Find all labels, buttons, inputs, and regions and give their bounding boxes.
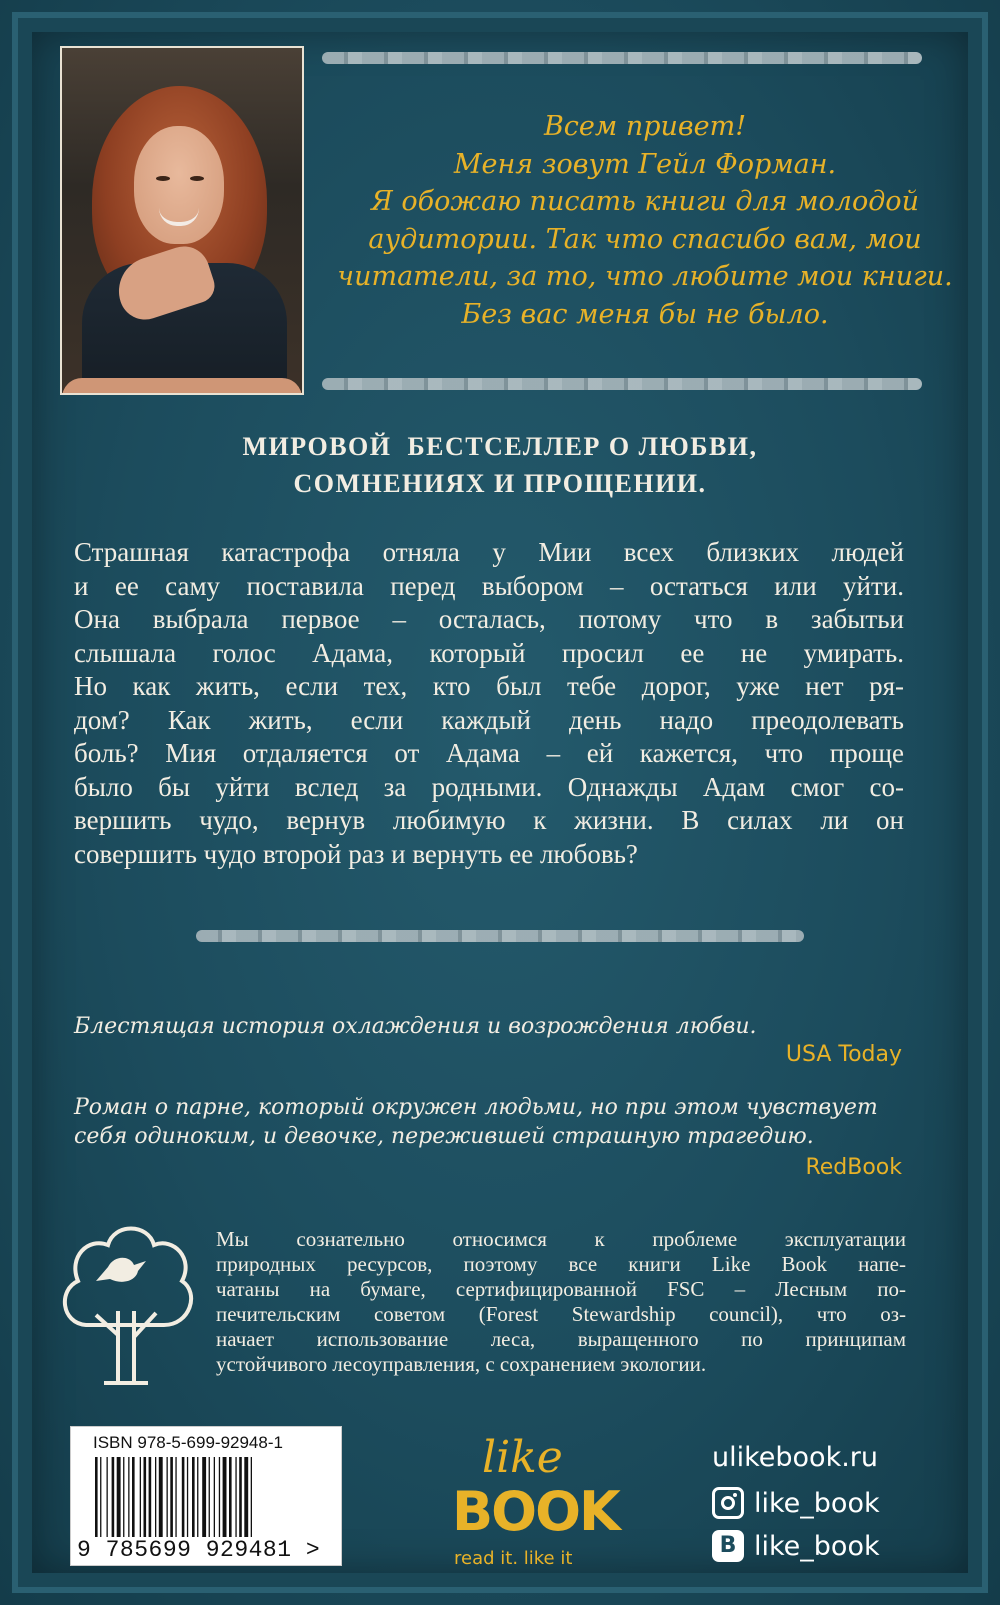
publisher-logo-word: BOOK [452, 1480, 619, 1543]
author-photo [62, 48, 302, 393]
instagram-icon [712, 1487, 744, 1519]
eco-line: чатаны на бумаге, сертифицированной FSC – Лесным по- [216, 1277, 906, 1301]
headline [0, 428, 1000, 502]
description-line: Но как жить, если тех, кто был тебе дорог, уже нет ря- [74, 671, 904, 701]
isbn-label: ISBN 978-5-699-92948-1 [93, 1433, 283, 1452]
greeting-line: Меня зовут Гейл Форман. [453, 148, 837, 180]
vk-icon: B [712, 1530, 744, 1562]
author-greeting [320, 108, 970, 333]
review-quote-1 [74, 1012, 757, 1041]
description-line: и ее саму поставила перед выбором – остаться или уйти. [74, 570, 904, 601]
description-line: совершить чудо второй раз и вернуть ее любовь? [74, 838, 638, 869]
eco-line: Мы сознательно относимся к проблеме эксплуатации [216, 1227, 906, 1251]
brush-divider-top [322, 52, 922, 64]
greeting-line: Всем привет! [543, 111, 747, 142]
eco-line: устойчивого лесоуправления, с сохранением экологии. [216, 1352, 707, 1376]
description-line: боль? Мия отдаляется от Адама – ей кажется, что проще [74, 738, 904, 768]
eco-notice [216, 1227, 906, 1377]
publisher-tagline: read it. like it [454, 1548, 573, 1569]
brush-divider-upper [322, 378, 922, 390]
brush-divider-middle [196, 930, 804, 942]
eco-line: печительским советом (Forest Stewardship council), что оз- [216, 1302, 906, 1326]
barcode [93, 1457, 323, 1537]
review-line: Роман о парне, который окружен людьми, но при этом чувствует [74, 1095, 878, 1120]
description-line: Страшная катастрофа отняла у Мии всех близких людей [74, 537, 904, 567]
tree-with-bird-icon [56, 1215, 196, 1385]
greeting-line: Без вас меня бы не было. [461, 298, 829, 330]
description-line: дом? Как жить, если каждый день надо преодолевать [74, 704, 904, 735]
greeting-line: читатели, за то, что любите мои книги. [337, 261, 953, 292]
description-line: было бы уйти вслед за родными. Однажды Адам смог со- [74, 771, 904, 802]
isbn-barcode-box [70, 1426, 342, 1566]
book-description [74, 536, 904, 871]
instagram-handle: like_book [754, 1487, 880, 1519]
description-line: вершить чудо, вернув любимую к жизни. В силах ли он [74, 805, 904, 835]
eco-line: начает использование леса, выращенного по принципам [216, 1327, 906, 1351]
review-source-1: USA Today [785, 1042, 902, 1067]
website-link[interactable]: ulikebook.ru [712, 1442, 879, 1473]
greeting-line: Я обожаю писать книги для молодой [371, 186, 919, 217]
eco-line: природных ресурсов, поэтому все книги Like Book напе- [216, 1252, 906, 1276]
vk-handle: like_book [754, 1530, 880, 1562]
instagram-link[interactable] [712, 1487, 880, 1519]
review-quote-2 [74, 1093, 878, 1151]
isbn-digits: 9 785699 929481 > [77, 1537, 321, 1563]
headline-line: МИРОВОЙ БЕСТСЕЛЛЕР О ЛЮБВИ, [242, 432, 758, 461]
vk-link[interactable] [712, 1530, 880, 1562]
headline-line: СОМНЕНИЯХ И ПРОЩЕНИИ. [293, 469, 707, 498]
publisher-logo-script: like [482, 1432, 563, 1483]
review-source-2: RedBook [805, 1155, 902, 1180]
review-line: Блестящая история охлаждения и возрождения любви. [74, 1014, 757, 1039]
review-line: себя одиноким, и девочке, пережившей страшную трагедию. [74, 1124, 814, 1149]
greeting-line: аудитории. Так что спасибо вам, мои [368, 223, 922, 255]
description-line: Она выбрала первое – осталась, потому что в забытьи [74, 604, 904, 634]
description-line: слышала голос Адама, который просил ее не умирать. [74, 637, 904, 668]
